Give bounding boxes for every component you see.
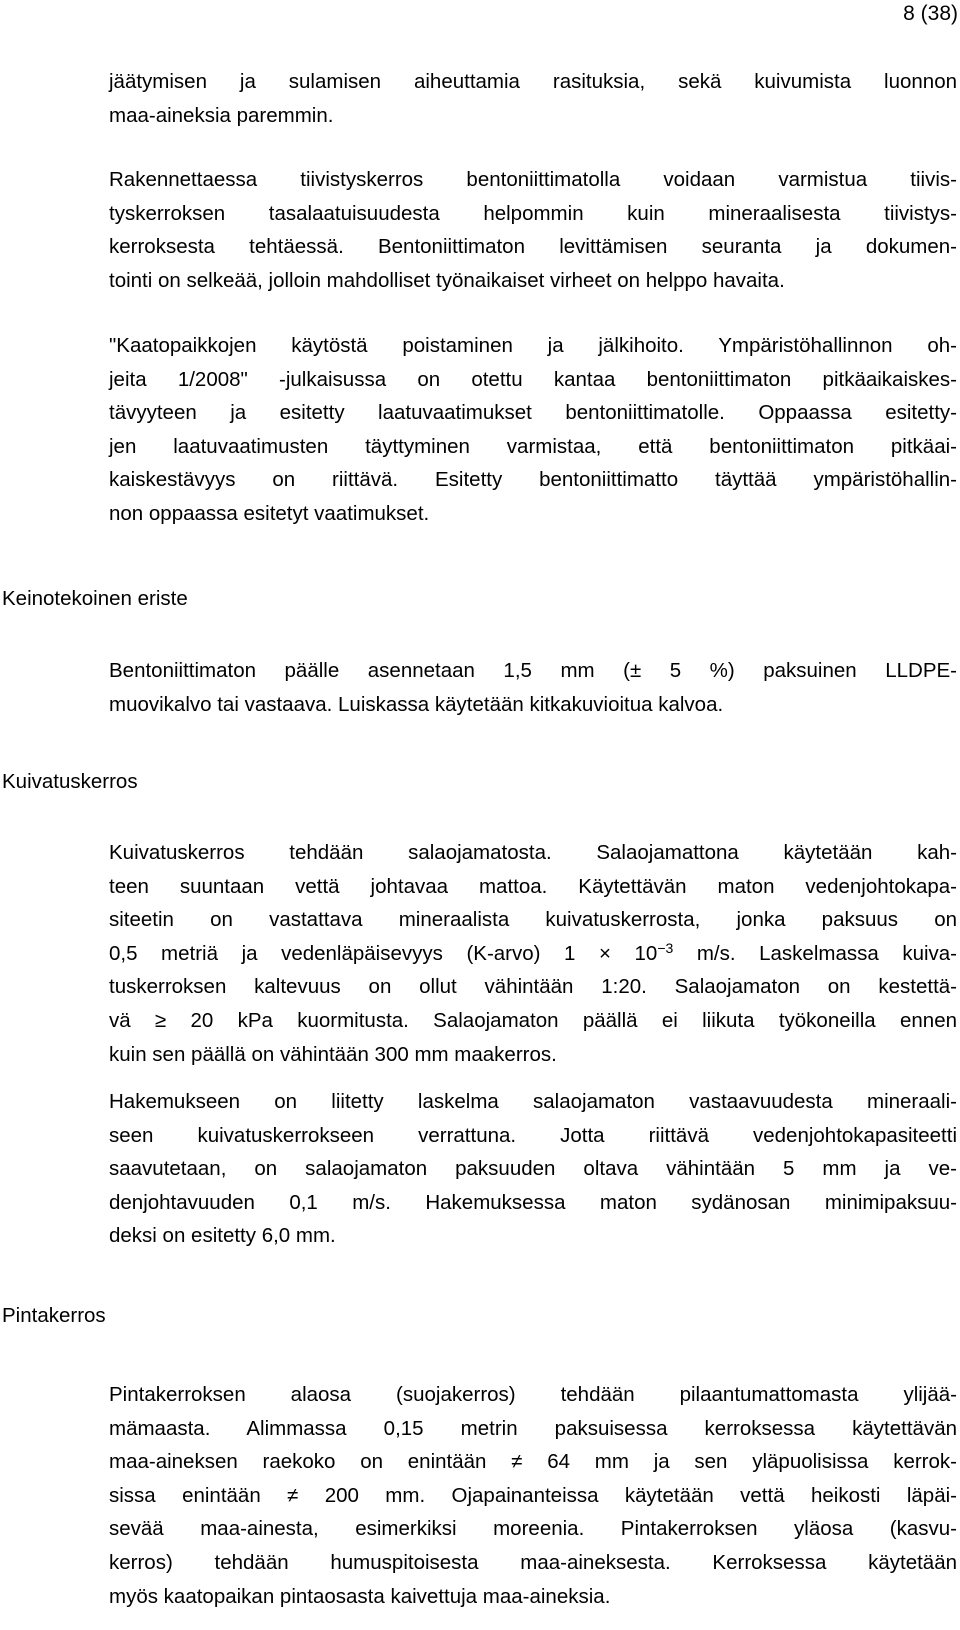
- text-line: tävyyteen ja esitetty laatuvaatimukset bentoniittimatolle. Oppaassa esitetty-: [109, 401, 957, 425]
- section-heading-drainage-layer: Kuivatuskerros: [2, 770, 138, 793]
- text-line: Kuivatuskerros tehdään salaojamatosta. Salaojamattona käytetään kah-: [109, 841, 957, 864]
- text-line: Bentoniittimaton päälle asennetaan 1,5 mm (± 5 %) paksuinen LLDPE-: [109, 659, 957, 682]
- text-line: kerroksesta tehtäessä. Bentoniittimaton levittämisen seuranta ja dokumen-: [109, 235, 957, 259]
- text-line: tointi on selkeää, jolloin mahdolliset työnaikaiset virheet on helppo havaita.: [109, 268, 785, 292]
- text-line: saavutetaan, on salaojamaton paksuuden oltava vähintään 5 mm ja ve-: [109, 1157, 957, 1181]
- text-fragment: m/s. Laskelmassa kuiva-: [673, 941, 957, 965]
- text-line: maa-aineksen raekoko on enintään ≠ 64 mm ja sen yläpuolisissa kerrok-: [109, 1450, 957, 1474]
- page-number: 8 (38): [903, 2, 958, 25]
- section-heading-surface-layer: Pintakerros: [2, 1304, 106, 1327]
- text-line: jäätymisen ja sulamisen aiheuttamia rasituksia, sekä kuivumista luonnon: [109, 70, 957, 93]
- text-line: jen laatuvaatimusten täyttyminen varmistaa, että bentoniittimaton pitkäai-: [109, 434, 957, 458]
- text-fragment: 0,5 metriä ja vedenläpäisevyys (K-arvo) 1 × 10: [109, 941, 658, 965]
- paragraph-drainage-calculation: [109, 1085, 957, 1253]
- text-line: mämaasta. Alimmassa 0,15 metrin paksuisessa kerroksessa käytettävän: [109, 1416, 957, 1440]
- paragraph-bentonite-installation: [109, 163, 957, 297]
- paragraph-frost-resistance: [109, 65, 957, 132]
- text-line: Pintakerroksen alaosa (suojakerros) tehdään pilaantumattomasta ylijää-: [109, 1383, 957, 1406]
- text-line: kaiskestävyys on riittävä. Esitetty bentoniittimatto täyttää ympäristöhallin-: [109, 468, 957, 492]
- text-line: tyskerroksen tasalaatuisuudesta helpommin kuin mineraalisesta tiivistys-: [109, 201, 957, 225]
- text-line: siteetin on vastattava mineraalista kuivatuskerrosta, jonka paksuus on: [109, 908, 957, 932]
- text-line: seen kuivatuskerrokseen verrattuna. Jotta riittävä vedenjohtokapasiteetti: [109, 1123, 957, 1147]
- text-line: sevää maa-ainesta, esimerkiksi moreenia. Pintakerroksen yläosa (kasvu-: [109, 1517, 957, 1541]
- text-line: myös kaatopaikan pintaosasta kaivettuja maa-aineksia.: [109, 1584, 611, 1608]
- text-line: teen suuntaan vettä johtavaa mattoa. Käytettävän maton vedenjohtokapa-: [109, 874, 957, 898]
- text-line: Rakennettaessa tiivistyskerros bentoniittimatolla voidaan varmistua tiivis-: [109, 168, 957, 191]
- text-line: tuskerroksen kaltevuus on ollut vähintään 1:20. Salaojamaton on kestettä-: [109, 975, 957, 999]
- text-line: kuin sen päällä on vähintään 300 mm maakerros.: [109, 1042, 557, 1066]
- text-line: vä ≥ 20 kPa kuormitusta. Salaojamaton päällä ei liikuta työkoneilla ennen: [109, 1008, 957, 1032]
- text-line: sissa enintään ≠ 200 mm. Ojapainanteissa käytetään vettä heikosti läpäi-: [109, 1483, 957, 1507]
- text-line: [109, 937, 957, 971]
- text-line: muovikalvo tai vastaava. Luiskassa käytetään kitkakuvioitua kalvoa.: [109, 692, 724, 716]
- text-line: kerros) tehdään humuspitoisesta maa-aineksesta. Kerroksessa käytetään: [109, 1550, 957, 1574]
- paragraph-drainage-mat: [109, 836, 957, 1071]
- paragraph-surface-layer: [109, 1378, 957, 1613]
- text-line: "Kaatopaikkojen käytöstä poistaminen ja jälkihoito. Ympäristöhallinnon oh-: [109, 334, 957, 357]
- text-line: jeita 1/2008" -julkaisussa on otettu kantaa bentoniittimaton pitkäaikaiskes-: [109, 367, 957, 391]
- text-line: non oppaassa esitetyt vaatimukset.: [109, 501, 430, 525]
- paragraph-lldpe-membrane: [109, 654, 957, 721]
- paragraph-guidance-publication: [109, 329, 957, 531]
- text-line: denjohtavuuden 0,1 m/s. Hakemuksessa maton sydänosan minimipaksuu-: [109, 1190, 957, 1214]
- text-line: maa-aineksia paremmin.: [109, 103, 334, 127]
- text-line: Hakemukseen on liitetty laskelma salaojamaton vastaavuudesta mineraali-: [109, 1090, 957, 1113]
- exponent: −3: [657, 939, 674, 956]
- text-line: deksi on esitetty 6,0 mm.: [109, 1224, 336, 1248]
- section-heading-artificial-insulation: Keinotekoinen eriste: [2, 587, 188, 610]
